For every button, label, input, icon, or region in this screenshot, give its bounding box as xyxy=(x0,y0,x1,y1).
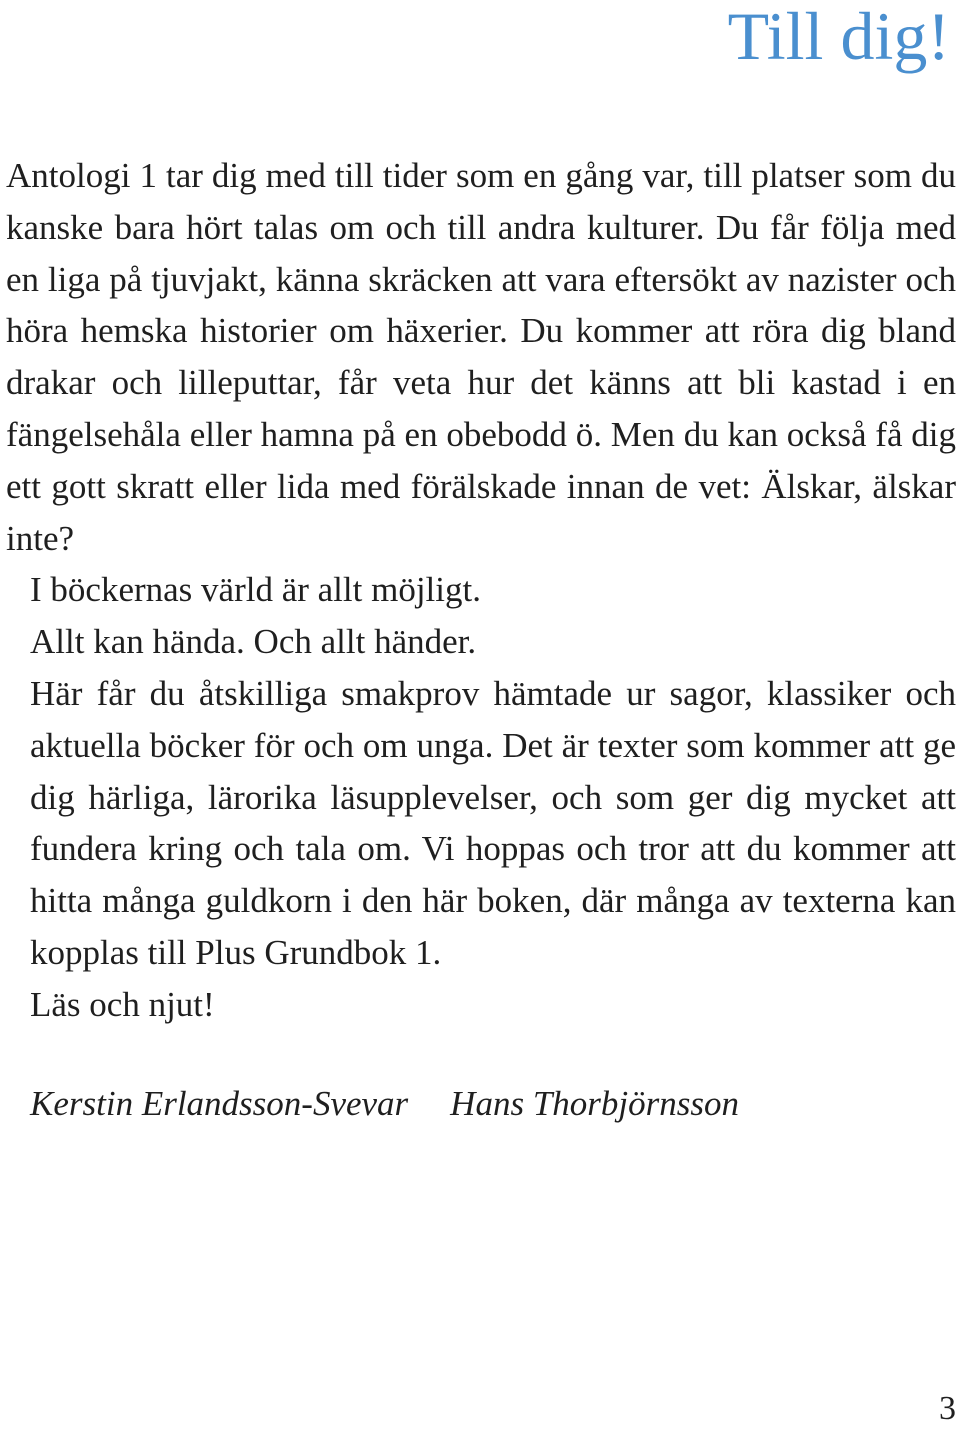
paragraph-samples: Här får du åtskilliga smakprov hämtade ur sagor, klassiker och aktuella böcker för och om unga. Det är texter som kommer att ge dig härliga, lärorika läsupplevelser, och som ger dig mycket att fundera kring och tala om. Vi hoppas och tror att du kommer att hitta många guldkorn i den här boken, där många av texterna kan kopplas till Plus Grundbok 1. xyxy=(30,673,956,972)
page-title: Till dig! xyxy=(727,0,950,74)
author-signature: Hans Thorbjörnsson xyxy=(450,1084,739,1123)
author-signature: Kerstin Erlandsson-Svevar xyxy=(30,1084,409,1123)
page-number: 3 xyxy=(939,1390,956,1427)
body-text xyxy=(6,150,956,1031)
paragraph-anything-happens: Allt kan hända. Och allt händer. xyxy=(30,622,477,662)
paragraph-books-world: I böckernas värld är allt möjligt. xyxy=(30,570,481,610)
paragraph-intro: Antologi 1 tar dig med till tider som en gång var, till platser som du kanske bara hört talas om och till andra kulturer. Du får följa med en liga på tjuvjakt, känna skräcken att vara eftersökt av nazister och höra hemska historier om häxerier. Du kommer att röra dig bland drakar och lilleputtar, får veta hur det känns att bli kastad i en fängelsehåla eller hamna på en obebodd ö. Men du kan också få dig ett gott skratt eller lida med förälskade innan de vet: Älskar, älskar inte? xyxy=(6,156,956,558)
paragraph-enjoy: Läs och njut! xyxy=(30,984,215,1024)
author-signatures xyxy=(30,1080,739,1128)
